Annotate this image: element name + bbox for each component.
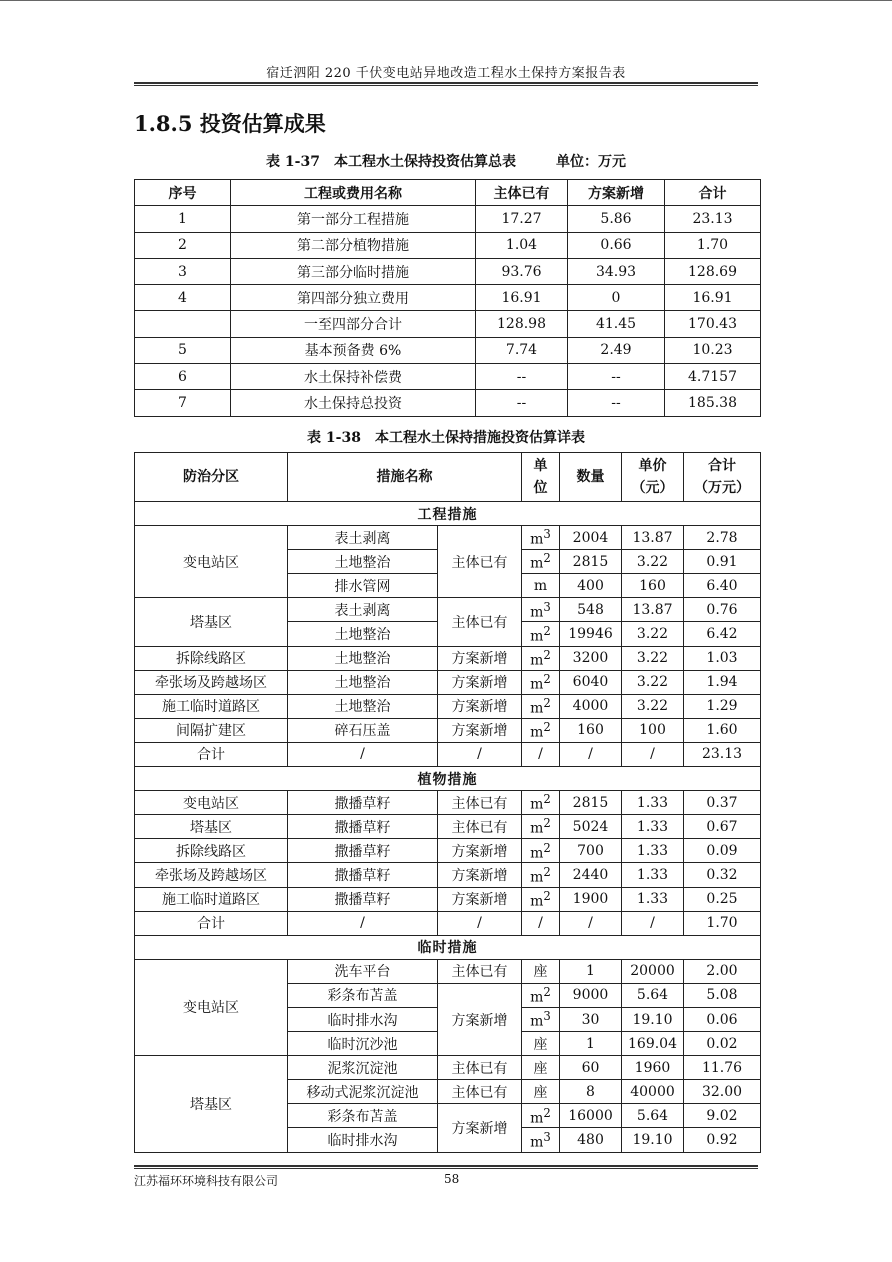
total-cell: 0.91: [684, 550, 761, 574]
total-cell: 2.78: [684, 526, 761, 550]
total-cell: 0.37: [684, 791, 761, 815]
unit-cell: [522, 646, 560, 670]
cell: 34.93: [568, 258, 665, 284]
price-cell: 100: [622, 718, 684, 742]
table-row: [135, 959, 761, 983]
header-unit-line2: 位: [533, 480, 548, 496]
table-1-37-title: 表 1-37 本工程水土保持投资估算总表: [266, 154, 516, 170]
table-1-37-caption: [134, 151, 758, 171]
measure-cell: 撒播草籽: [288, 839, 438, 863]
total-cell: 0.76: [684, 598, 761, 622]
cell: 水土保持补偿费: [231, 364, 476, 390]
unit-exponent: 2: [543, 695, 551, 710]
cell: 185.38: [665, 390, 761, 416]
section-title: 1.8.5 投资估算成果: [134, 111, 326, 136]
header-total-line2: （万元）: [694, 480, 750, 496]
table-row: [135, 670, 761, 694]
qty-cell: 1: [560, 959, 622, 983]
cell: 1: [135, 206, 231, 232]
source-cell: 主体已有: [438, 791, 522, 815]
cell: 23.13: [665, 206, 761, 232]
unit-base: m: [530, 869, 544, 886]
price-cell: 1.33: [622, 815, 684, 839]
table-row: [135, 1056, 761, 1080]
table-row: [135, 839, 761, 863]
slash-cell: /: [288, 742, 438, 766]
col-header-qty: 数量: [560, 453, 622, 502]
measure-cell: 撒播草籽: [288, 887, 438, 911]
zone-cell: 塔基区: [135, 1056, 288, 1152]
total-cell: 1.29: [684, 694, 761, 718]
unit-exponent: 3: [543, 527, 551, 542]
subtotal-row: [135, 742, 761, 766]
price-cell: 19.10: [622, 1128, 684, 1152]
price-cell: 3.22: [622, 646, 684, 670]
measure-cell: 临时排水沟: [288, 1007, 438, 1031]
header-rule-thin: [134, 85, 758, 86]
page-number: 58: [444, 1172, 460, 1186]
unit-exponent: 2: [543, 864, 551, 879]
zone-cell: 间隔扩建区: [135, 718, 288, 742]
source-cell: 主体已有: [438, 1056, 522, 1080]
measure-cell: 临时沉沙池: [288, 1032, 438, 1056]
total-cell: 32.00: [684, 1080, 761, 1104]
table-row: [135, 863, 761, 887]
zone-cell: 变电站区: [135, 526, 288, 598]
qty-cell: 19946: [560, 622, 622, 646]
cell: 16.91: [665, 285, 761, 311]
cell: 5.86: [568, 206, 665, 232]
price-cell: 5.64: [622, 1104, 684, 1128]
measures-detail-table: [134, 452, 761, 1153]
source-cell: 方案新增: [438, 694, 522, 718]
cell: 4: [135, 285, 231, 311]
table-row: [135, 206, 761, 232]
slash-cell: /: [438, 742, 522, 766]
cell: 6: [135, 364, 231, 390]
investment-summary-table: [134, 179, 761, 417]
unit-base: m: [530, 628, 544, 645]
qty-cell: 30: [560, 1007, 622, 1031]
cell: 0.66: [568, 232, 665, 258]
col-header-total: [684, 453, 761, 502]
section-row: [135, 502, 761, 526]
qty-cell: 400: [560, 574, 622, 598]
cell: 5: [135, 337, 231, 363]
table-row: [135, 791, 761, 815]
subtotal-row: [135, 911, 761, 935]
qty-cell: 8: [560, 1080, 622, 1104]
unit-cell: 座: [522, 1032, 560, 1056]
table-row: [135, 337, 761, 363]
price-cell: 1.33: [622, 863, 684, 887]
unit-cell: [522, 1104, 560, 1128]
table-1-37-unit: 单位：万元: [555, 154, 626, 170]
cell: 2: [135, 232, 231, 258]
measure-cell: 撒播草籽: [288, 791, 438, 815]
cell: 7: [135, 390, 231, 416]
header-total-line1: 合计: [708, 458, 736, 474]
zone-cell: 拆除线路区: [135, 839, 288, 863]
measure-cell: 表土剥离: [288, 526, 438, 550]
total-cell: 1.70: [684, 911, 761, 935]
total-cell: 6.40: [684, 574, 761, 598]
section-row: [135, 935, 761, 959]
col-header-index: 序号: [135, 180, 231, 206]
cell: 第四部分独立费用: [231, 285, 476, 311]
unit-cell: [522, 863, 560, 887]
header-unit-line1: 单: [533, 458, 548, 474]
slash-cell: /: [622, 742, 684, 766]
cell: --: [568, 364, 665, 390]
section-label-engineering: 工程措施: [135, 502, 761, 526]
source-cell: 主体已有: [438, 526, 522, 598]
cell: 10.23: [665, 337, 761, 363]
total-cell: 6.42: [684, 622, 761, 646]
price-cell: 40000: [622, 1080, 684, 1104]
running-header: 宿迁泗阳 220 千伏变电站异地改造工程水土保持方案报告表: [266, 66, 626, 81]
price-cell: 3.22: [622, 622, 684, 646]
unit-base: m: [530, 821, 544, 838]
qty-cell: 2004: [560, 526, 622, 550]
unit-exponent: 2: [543, 551, 551, 566]
cell: 第二部分植物措施: [231, 232, 476, 258]
unit-cell: [522, 791, 560, 815]
zone-cell: 塔基区: [135, 598, 288, 646]
qty-cell: 5024: [560, 815, 622, 839]
price-cell: 160: [622, 574, 684, 598]
qty-cell: 2440: [560, 863, 622, 887]
measure-cell: 土地整治: [288, 550, 438, 574]
source-cell: 方案新增: [438, 983, 522, 1055]
table-header-row: [135, 180, 761, 206]
unit-cell: [522, 598, 560, 622]
unit-exponent: 2: [543, 671, 551, 686]
qty-cell: 4000: [560, 694, 622, 718]
table-row: [135, 815, 761, 839]
col-header-unit: [522, 453, 560, 502]
source-cell: 主体已有: [438, 959, 522, 983]
total-cell: 0.67: [684, 815, 761, 839]
measure-cell: 移动式泥浆沉淀池: [288, 1080, 438, 1104]
unit-base: m: [530, 604, 544, 621]
measure-cell: 临时排水沟: [288, 1128, 438, 1152]
cell: 7.74: [476, 337, 568, 363]
col-header-item: 工程或费用名称: [231, 180, 476, 206]
total-cell: 0.92: [684, 1128, 761, 1152]
unit-cell: [522, 718, 560, 742]
unit-base: m: [530, 1110, 544, 1127]
cell: 16.91: [476, 285, 568, 311]
qty-cell: 2815: [560, 791, 622, 815]
cell: --: [568, 390, 665, 416]
measure-cell: 撒播草籽: [288, 815, 438, 839]
qty-cell: 6040: [560, 670, 622, 694]
qty-cell: 1: [560, 1032, 622, 1056]
slash-cell: /: [560, 742, 622, 766]
unit-exponent: 2: [543, 720, 551, 735]
unit-exponent: 2: [543, 888, 551, 903]
qty-cell: 160: [560, 718, 622, 742]
total-cell: 0.09: [684, 839, 761, 863]
qty-cell: 9000: [560, 983, 622, 1007]
total-cell: 1.94: [684, 670, 761, 694]
qty-cell: 2815: [560, 550, 622, 574]
price-cell: 19.10: [622, 1007, 684, 1031]
footer-rule-thin: [134, 1168, 758, 1169]
header-price-line1: 单价: [638, 458, 667, 474]
table-row: [135, 694, 761, 718]
table-row: [135, 364, 761, 390]
col-header-zone: 防治分区: [135, 453, 288, 502]
unit-cell: [522, 526, 560, 550]
unit-cell: [522, 839, 560, 863]
cell: 第一部分工程措施: [231, 206, 476, 232]
zone-cell: 塔基区: [135, 815, 288, 839]
source-cell: 主体已有: [438, 598, 522, 646]
source-cell: 方案新增: [438, 718, 522, 742]
price-cell: 169.04: [622, 1032, 684, 1056]
source-cell: 方案新增: [438, 646, 522, 670]
source-cell: 主体已有: [438, 815, 522, 839]
cell: 128.98: [476, 311, 568, 337]
zone-cell: 施工临时道路区: [135, 694, 288, 718]
measure-cell: 土地整治: [288, 646, 438, 670]
zone-cell: 施工临时道路区: [135, 887, 288, 911]
unit-exponent: 2: [543, 1105, 551, 1120]
table-row: [135, 232, 761, 258]
header-rule: [134, 82, 758, 84]
unit-cell: [522, 887, 560, 911]
unit-base: m: [530, 893, 544, 910]
price-cell: 1.33: [622, 887, 684, 911]
unit-base: m: [530, 797, 544, 813]
unit-cell: [522, 622, 560, 646]
slash-cell: /: [522, 742, 560, 766]
zone-cell: 合计: [135, 742, 288, 766]
unit-cell: m: [522, 574, 560, 598]
unit-base: m: [530, 724, 544, 741]
unit-base: m: [530, 556, 544, 573]
cell: 0: [568, 285, 665, 311]
price-cell: 1.33: [622, 791, 684, 815]
table-row: [135, 311, 761, 337]
zone-cell: 牵张场及跨越场区: [135, 863, 288, 887]
unit-cell: [522, 694, 560, 718]
col-header-existing: 主体已有: [476, 180, 568, 206]
source-cell: 方案新增: [438, 670, 522, 694]
header-price-line2: （元）: [631, 480, 674, 496]
total-cell: 2.00: [684, 959, 761, 983]
zone-cell: 牵张场及跨越场区: [135, 670, 288, 694]
section-row: [135, 767, 761, 791]
footer-rule: [134, 1165, 758, 1167]
qty-cell: 3200: [560, 646, 622, 670]
price-cell: 1960: [622, 1056, 684, 1080]
cell: 41.45: [568, 311, 665, 337]
unit-base: m: [530, 700, 544, 717]
table-row: [135, 598, 761, 622]
zone-cell: 变电站区: [135, 791, 288, 815]
unit-cell: [522, 983, 560, 1007]
slash-cell: /: [438, 911, 522, 935]
unit-exponent: 2: [543, 840, 551, 855]
source-cell: 方案新增: [438, 863, 522, 887]
unit-exponent: 3: [543, 1009, 551, 1024]
cell: 17.27: [476, 206, 568, 232]
unit-cell: [522, 550, 560, 574]
measure-cell: 撒播草籽: [288, 863, 438, 887]
unit-exponent: 2: [543, 623, 551, 638]
unit-cell: [522, 815, 560, 839]
section-label-temporary: 临时措施: [135, 935, 761, 959]
cell: 一至四部分合计: [231, 311, 476, 337]
zone-cell: 拆除线路区: [135, 646, 288, 670]
slash-cell: /: [522, 911, 560, 935]
unit-base: m: [530, 989, 544, 1006]
measure-cell: 泥浆沉淀池: [288, 1056, 438, 1080]
unit-exponent: 2: [543, 647, 551, 662]
cell: 水土保持总投资: [231, 390, 476, 416]
unit-exponent: 2: [543, 816, 551, 831]
cell: 1.04: [476, 232, 568, 258]
qty-cell: 1900: [560, 887, 622, 911]
source-cell: 主体已有: [438, 1080, 522, 1104]
unit-exponent: 3: [543, 1129, 551, 1144]
qty-cell: 480: [560, 1128, 622, 1152]
price-cell: 3.22: [622, 670, 684, 694]
total-cell: 5.08: [684, 983, 761, 1007]
table-row: [135, 258, 761, 284]
total-cell: 23.13: [684, 742, 761, 766]
total-cell: 0.06: [684, 1007, 761, 1031]
price-cell: 1.33: [622, 839, 684, 863]
table-row: [135, 646, 761, 670]
table-row: [135, 526, 761, 550]
source-cell: 方案新增: [438, 887, 522, 911]
col-header-price: [622, 453, 684, 502]
unit-exponent: 2: [543, 792, 551, 807]
price-cell: 20000: [622, 959, 684, 983]
unit-base: m: [530, 1134, 544, 1151]
unit-exponent: 3: [543, 599, 551, 614]
unit-base: m: [530, 676, 544, 693]
table-row: [135, 390, 761, 416]
measure-cell: 洗车平台: [288, 959, 438, 983]
cell: 128.69: [665, 258, 761, 284]
price-cell: 13.87: [622, 598, 684, 622]
measure-cell: 土地整治: [288, 694, 438, 718]
unit-cell: 座: [522, 959, 560, 983]
unit-exponent: 2: [543, 985, 551, 1000]
cell: 1.70: [665, 232, 761, 258]
cell: 第三部分临时措施: [231, 258, 476, 284]
cell: 2.49: [568, 337, 665, 363]
page-top-border: [0, 0, 892, 1]
measure-cell: 表土剥离: [288, 598, 438, 622]
measure-cell: 彩条布苫盖: [288, 1104, 438, 1128]
unit-base: m: [530, 845, 544, 862]
qty-cell: 548: [560, 598, 622, 622]
unit-cell: 座: [522, 1056, 560, 1080]
source-cell: 方案新增: [438, 839, 522, 863]
price-cell: 13.87: [622, 526, 684, 550]
total-cell: 0.32: [684, 863, 761, 887]
total-cell: 0.25: [684, 887, 761, 911]
unit-base: m: [530, 1013, 544, 1030]
col-header-new: 方案新增: [568, 180, 665, 206]
col-header-total: 合计: [665, 180, 761, 206]
cell: 170.43: [665, 311, 761, 337]
zone-cell: 变电站区: [135, 959, 288, 1055]
measure-cell: 碎石压盖: [288, 718, 438, 742]
measure-cell: 排水管网: [288, 574, 438, 598]
cell: 基本预备费 6%: [231, 337, 476, 363]
total-cell: 0.02: [684, 1032, 761, 1056]
table-row: [135, 285, 761, 311]
unit-cell: [522, 1128, 560, 1152]
source-cell: 方案新增: [438, 1104, 522, 1152]
col-header-measure: 措施名称: [288, 453, 522, 502]
unit-cell: 座: [522, 1080, 560, 1104]
section-label-vegetation: 植物措施: [135, 767, 761, 791]
qty-cell: 60: [560, 1056, 622, 1080]
price-cell: 3.22: [622, 694, 684, 718]
table-row: [135, 887, 761, 911]
total-cell: 9.02: [684, 1104, 761, 1128]
qty-cell: 16000: [560, 1104, 622, 1128]
total-cell: 1.60: [684, 718, 761, 742]
total-cell: 11.76: [684, 1056, 761, 1080]
cell: 93.76: [476, 258, 568, 284]
total-cell: 1.03: [684, 646, 761, 670]
slash-cell: /: [560, 911, 622, 935]
unit-base: m: [530, 531, 544, 548]
footer-company: 江苏福环环境科技有限公司: [134, 1174, 279, 1188]
cell: --: [476, 390, 568, 416]
table-row: [135, 718, 761, 742]
price-cell: 3.22: [622, 550, 684, 574]
zone-cell: 合计: [135, 911, 288, 935]
measure-cell: 彩条布苫盖: [288, 983, 438, 1007]
unit-cell: [522, 1007, 560, 1031]
price-cell: 5.64: [622, 983, 684, 1007]
cell: --: [476, 364, 568, 390]
unit-base: m: [530, 652, 544, 669]
slash-cell: /: [622, 911, 684, 935]
cell: [135, 311, 231, 337]
cell: 3: [135, 258, 231, 284]
unit-cell: [522, 670, 560, 694]
table-header-row: [135, 453, 761, 502]
table-1-38-caption: 表 1-38 本工程水土保持措施投资估算详表: [307, 430, 585, 446]
qty-cell: 700: [560, 839, 622, 863]
slash-cell: /: [288, 911, 438, 935]
measure-cell: 土地整治: [288, 670, 438, 694]
cell: 4.7157: [665, 364, 761, 390]
measure-cell: 土地整治: [288, 622, 438, 646]
